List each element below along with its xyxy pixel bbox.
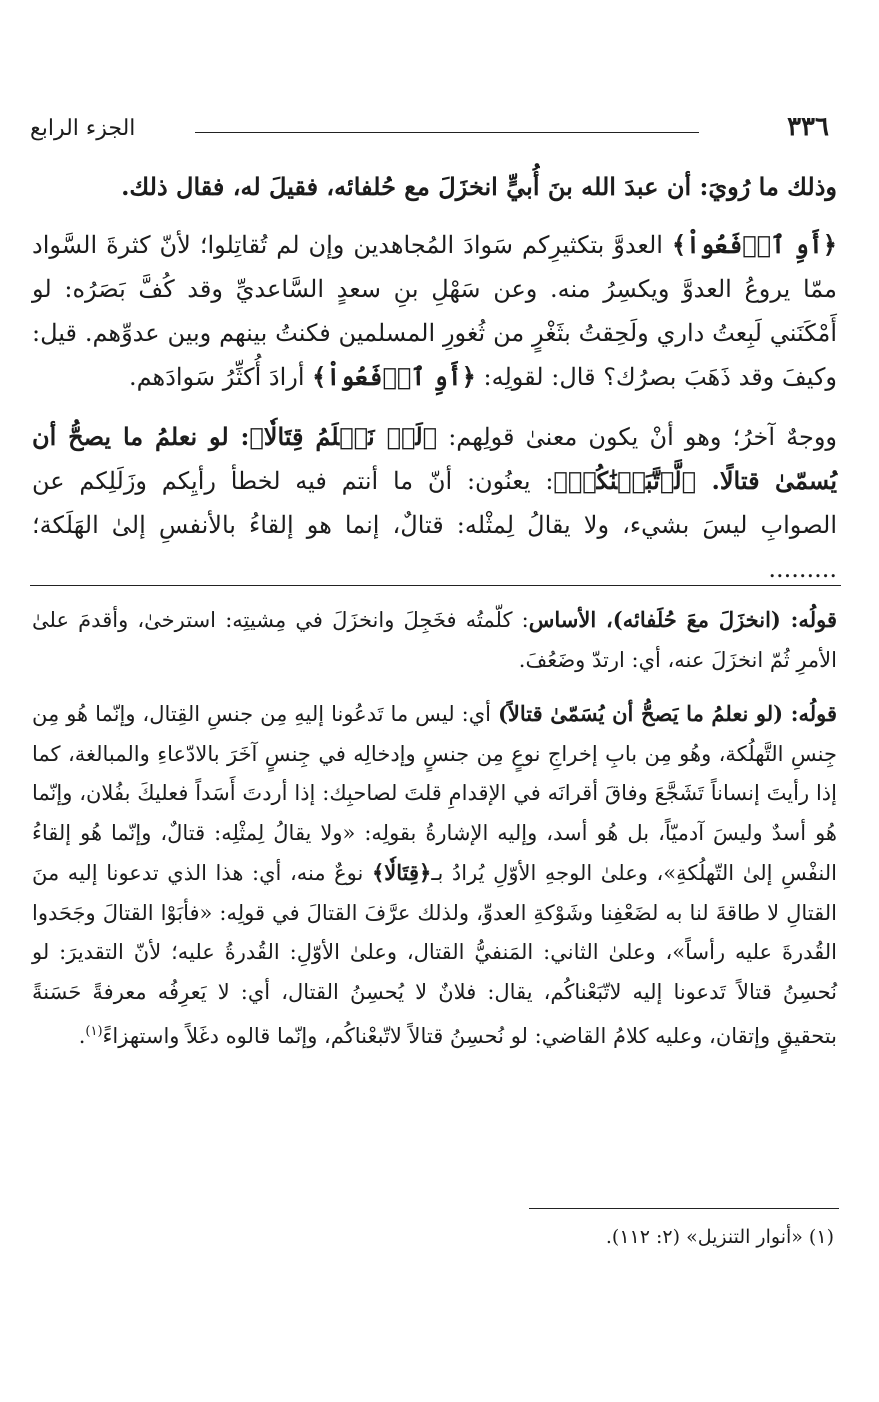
main-text (32, 165, 837, 607)
intro-paragraph (32, 165, 837, 209)
main-paragraph-1 (32, 223, 837, 399)
quran-quote: ﴿أَوِ ٱدۡفَعُواْ﴾ (312, 362, 476, 391)
commentary (32, 600, 837, 1071)
page-header (30, 108, 829, 148)
footnote-rule (529, 1208, 839, 1209)
commentary-paragraph-2 (32, 694, 837, 1057)
header-rule (195, 132, 699, 133)
commentary-text: . (78, 1024, 86, 1048)
paragraph-text: أرادَ أُكثِّرُ سَوادَهم. (128, 363, 313, 391)
intro-text: وذلك ما رُويَ: أن عبدَ الله بنَ أُبيٍّ انخزَلَ مع حُلفائه، فقيلَ له، فقال ذلك. (121, 172, 837, 201)
paragraph-text: : يعنُون: أنّ ما أنتم فيه لخطأ رأيِكم وزَلَلِكم عن الصوابِ ليسَ بشيء، ولا يقالُ لِمثْله: قتالٌ، إنما هو إلقاءُ بالأنفسِ إلىٰ الهَلَكة؛ ......... (32, 467, 837, 583)
commentary-lead: قولُه: (لو نعلمُ ما يَصحُّ أن يُسَمّىٰ قتالاً) (497, 701, 838, 726)
main-paragraph-2 (32, 415, 837, 591)
commentary-text: نوعٌ منه، أي: هذا الذي تدعونا إليه منَ القتالِ لا طاقةَ لنا به لضَعْفِنا وشَوْكةِ العدوِّ، ولذلك عرَّفَ القتالَ في قولِه: «فأبَوْا القتالَ وجَحَدوا القُدرةَ عليه رأساً»، وعلىٰ الثاني: المَنفيُّ القتال، وعلىٰ الأوّلِ: القُدرةُ عليه؛ لأنّ التقديرَ: لو نُحسِنُ قتالاً تَدعونا إليه لاتّبَعْناكُم، يقال: فلانٌ لا يُحسِنُ القتال، أي: لا يَعرِفُه معرفةً حَسَنةً بتحقيقٍ وإتقان، وعليه كلامُ القاضي: لو نُحسِنُ قتالاً لاتّبعْناكُم، وإنّما قالوه دغَلاً واستهزاءً (32, 861, 837, 1048)
section-divider (30, 585, 841, 586)
commentary-lead: قولُه: (انخزَلَ معَ حُلَفائه)، (596, 607, 837, 632)
commentary-text: : كلّمتُه فخَجِلَ وانخزَلَ في مِشيتِه: استرخىٰ، وأقدمَ علىٰ الأمرِ ثُمّ انخزَلَ عنه، أي: ارتدّ وضَعُفَ. (32, 608, 837, 672)
paragraph-text: العدوَّ بتكثيرِكم سَوادَ المُجاهدين وإن لم تُقاتِلوا؛ لأنّ كثرةَ السَّواد ممّا يروعُ العدوَّ ويكسِرُ منه. وعن سَهْلِ بنِ سعدٍ السَّاعديِّ وقد كُفَّ بَصَرُه: لو أَمْكَنَني لَبِعتُ داري ولَحِقتُ بثَغْرٍ من ثُغورِ المسلمين فكنتُ بينهم وبين عدوِّهم. قيل: وكيفَ وقد ذَهَبَ بصرُك؟ قال: لقولِه: (32, 231, 837, 391)
quran-quote: ﴿أَوِ ٱدۡفَعُواْ﴾ (671, 230, 837, 259)
quran-quote: ﴿لَوۡ نَعۡلَمُ قِتَالٗا﴾ (249, 422, 438, 451)
commentary-paragraph-1 (32, 600, 837, 680)
commentary-source: الأساس (528, 607, 597, 632)
footnote: (١) «أنوار التنزيل» (٢: ١١٢). (605, 1226, 834, 1248)
quran-quote: ﴿لَّٱتَّبَعۡنَٰكُمۡ﴾ (553, 466, 712, 495)
paragraph-text: ووجهٌ آخرُ؛ وهو أنْ يكون معنىٰ قولِهم: (437, 423, 837, 451)
commentary-text: أي: ليس ما تَدعُونا إليهِ مِن جنسِ القِتال، وإنّما هُو مِن جِنسِ التَّهلُكة، وهُو مِن بابِ إخراجِ نوعٍ مِن جنسٍ وإدخالِه في جِنسٍ آخَرَ بالادّعاءِ والمبالغة، كما إذا رأيتَ إنساناً تَشَجَّعَ وفاقَ أقرانَه في الإقدامِ قلتَ لصاحبِك: إذا أردتَ أَسَداً فعليكَ بفُلان، وإنّما هُو أسدٌ وليسَ آدميّاً، بل هُو أسد، وإليه الإشارةُ بقولِه: «ولا يقالُ لِمثْلِه: قتالٌ، وإنّما هُو إلقاءُ النفْسِ إلىٰ التّهلُكةِ»، وعلىٰ الوجهِ الأوّلِ يُرادُ بـ (32, 702, 837, 885)
bold-gloss: : لو نعلمُ ما يصحُّ أن يُسمّىٰ قتالًا. (32, 422, 837, 495)
footnote-ref[interactable]: (١) (85, 1024, 103, 1039)
quran-quote: ﴿قِتَالٗا﴾ (371, 860, 432, 885)
page-number: ٣٣٦ (787, 112, 829, 142)
running-head: الجزء الرابع (30, 116, 136, 141)
